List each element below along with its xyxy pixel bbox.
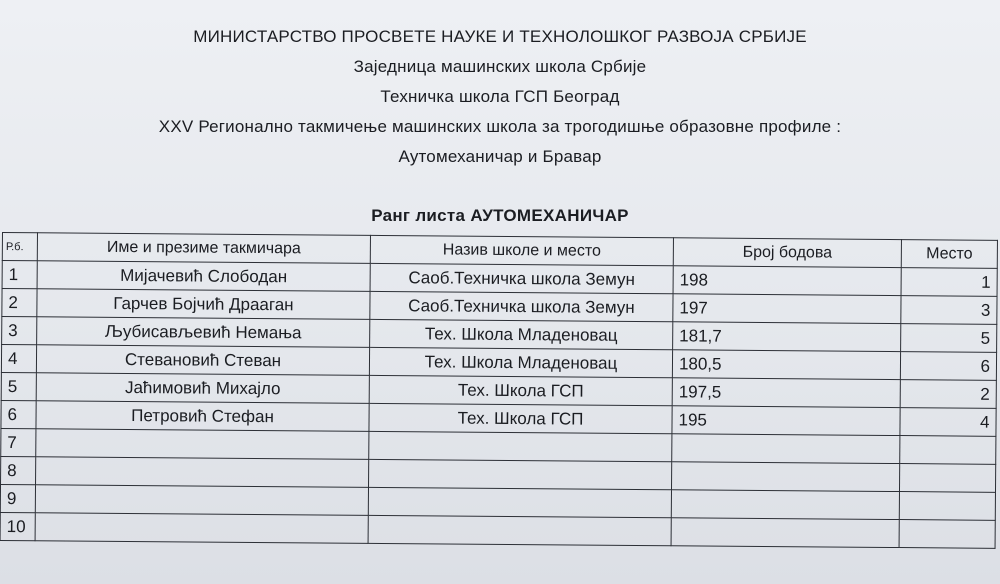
cell-place	[900, 436, 996, 465]
cell-points: 180,5	[672, 350, 900, 380]
cell-points: 197	[673, 294, 901, 324]
cell-points	[672, 434, 900, 464]
cell-school	[369, 431, 672, 461]
document-header	[0, 22, 1000, 172]
cell-school: Тех. Школа Младеновац	[369, 347, 672, 377]
cell-name: Стевановић Стеван	[36, 345, 369, 376]
cell-school	[368, 515, 671, 545]
cell-place	[899, 464, 995, 493]
cell-name	[36, 457, 369, 488]
cell-rb: 6	[1, 400, 36, 428]
school-heading: Техничка школа ГСП Београд	[380, 87, 620, 106]
cell-rb: 5	[1, 372, 36, 400]
cell-points: 197,5	[672, 378, 900, 408]
competition-heading: XXV Регионално такмичење машинских школа за трогодишње образовне профиле :	[158, 117, 842, 136]
column-header-school: Назив школе и место	[370, 235, 673, 265]
ranking-table	[0, 232, 998, 549]
column-header-name: Име и презиме такмичара	[37, 233, 370, 264]
cell-place: 5	[901, 324, 997, 353]
cell-name: Љубисављевић Немања	[37, 317, 370, 348]
cell-name	[36, 429, 369, 460]
cell-name: Јаћимовић Михајло	[36, 373, 369, 404]
cell-rb: 2	[2, 289, 37, 317]
cell-rb: 9	[0, 484, 35, 512]
cell-school	[368, 487, 671, 517]
cell-place	[899, 492, 995, 521]
cell-place: 1	[901, 268, 997, 297]
column-header-place: Место	[901, 240, 997, 269]
cell-name: Мијачевић Слободан	[37, 261, 370, 292]
cell-school: Тех. Школа Младеновац	[370, 319, 673, 349]
cell-school	[369, 459, 672, 489]
community-heading: Заједница машинских школа Србије	[353, 57, 647, 76]
cell-place: 3	[901, 296, 997, 325]
column-header-rb: Р.б.	[2, 233, 37, 261]
cell-name	[35, 513, 368, 544]
cell-place: 6	[900, 352, 996, 381]
cell-name: Петровић Стефан	[36, 401, 369, 432]
cell-school: Тех. Школа ГСП	[369, 403, 672, 433]
cell-points: 195	[672, 406, 900, 436]
cell-rb: 3	[2, 317, 37, 345]
cell-school: Тех. Школа ГСП	[369, 375, 672, 405]
list-title: Ранг листа АУТОМЕХАНИЧАР	[371, 206, 629, 225]
cell-name: Гарчев Бојчић Драаган	[37, 289, 370, 320]
cell-name	[35, 485, 368, 516]
ministry-heading: МИНИСТАРСТВО ПРОСВЕТЕ НАУКЕ И ТЕХНОЛОШКОГ РАЗВОЈА СРБИЈЕ	[193, 27, 807, 46]
cell-school: Саоб.Техничка школа Земун	[370, 291, 673, 321]
column-header-points: Број бодова	[673, 238, 901, 268]
cell-points	[671, 490, 899, 520]
cell-rb: 10	[0, 512, 35, 540]
cell-rb: 4	[1, 345, 36, 373]
cell-points: 181,7	[673, 322, 901, 352]
cell-rb: 8	[1, 456, 36, 484]
cell-points	[671, 462, 899, 492]
cell-rb: 1	[2, 261, 37, 289]
cell-points	[671, 518, 899, 548]
cell-place	[899, 520, 995, 549]
profiles-heading: Аутомеханичар и Бравар	[398, 147, 602, 166]
cell-rb: 7	[1, 428, 36, 456]
cell-place: 2	[900, 380, 996, 409]
cell-school: Саоб.Техничка школа Земун	[370, 263, 673, 293]
cell-place: 4	[900, 408, 996, 437]
cell-points: 198	[673, 266, 901, 296]
